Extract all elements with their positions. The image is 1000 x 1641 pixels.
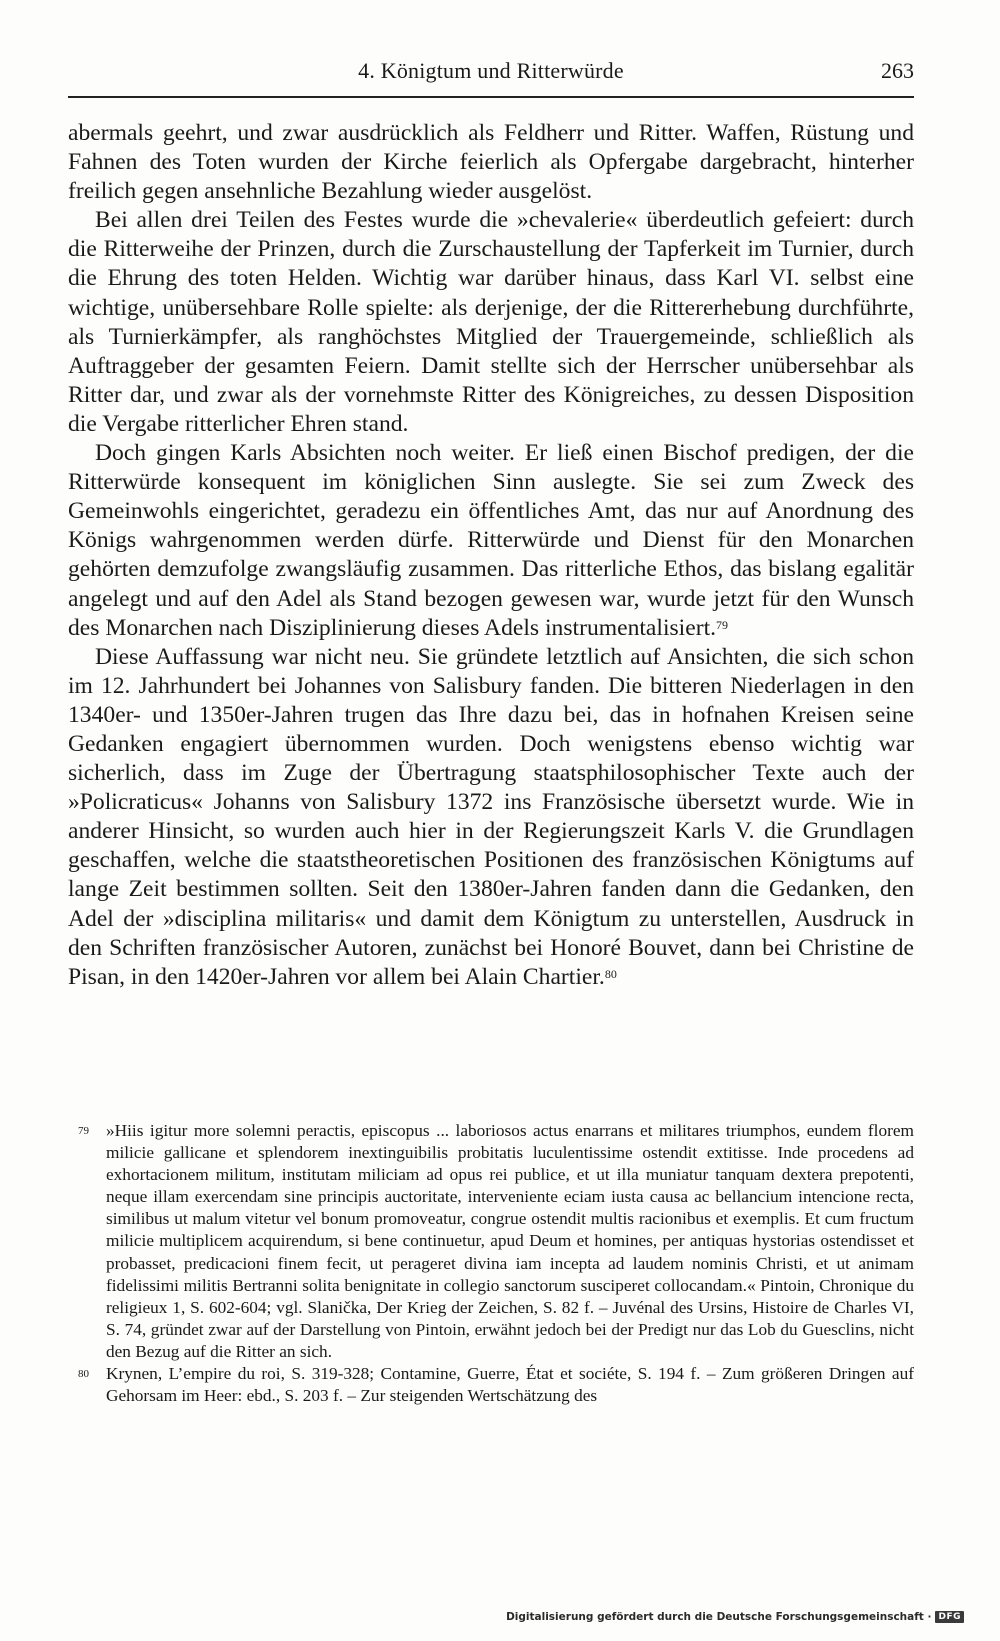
footnote (68, 1120, 914, 1363)
footnotes (68, 1120, 914, 1407)
footnote-reference[interactable]: 79 (716, 617, 729, 632)
footnote-text: »Hiis igitur more solemni peractis, episcopus ... laboriosos actus enarrans et militares triumphos, eundem florem milicie gallicane et splendorem inextinguibilis probitatis luculentissime ostendit extitisse. Inde procedens ad exhortacionem militum, institutam miliciam ad opus rei publice, et ut illa muniatur tanquam dextera prepotenti, neque illam exercendam sine principis auctoritate, interveniente eciam iusta causa ac bellancium intencione recta, similibus ut malum vitetur vel bonum promoveatur, congrue ostendit multis racionibus et exemplis. Et cum fructum milicie multiplicem acquirendum, si bene continuetur, apud Deum et homines, per antiquas hystorias ostendisset et probasset, predicacioni finem fecit, ut perageret divina iam incepta ad laudem nominis Christi, et ut animam fidelissimi militis Bertranni solita benignitate in collegio sanctorum susciperet collocandam.« Pintoin, Chronique du religieux 1, S. 602-604; vgl. Slanička, Der Krieg der Zeichen, S. 82 f. – Juvénal des Ursins, Histoire de Charles VI, S. 74, gründet zwar auf der Darstellung von Pintoin, erwähnt jedoch bei der Predigt nur das Lob du Guesclins, nicht den Bezug auf die Ritter an sich. (106, 1121, 914, 1361)
paragraph: Bei allen drei Teilen des Festes wurde die »chevalerie« überdeutlich gefeiert: durch die Ritterweihe der Prinzen, durch die Zurschaustellung der Tapferkeit im Turnier, durch die Ehrung des toten Helden. Wichtig war darüber hinaus, dass Karl VI. selbst eine wichtige, unübersehbare Rolle spielte: als derjenige, der die Rittererhebung durchführte, als Turnierkämpfer, als ranghöchstes Mitglied der Trauergemeinde, schließlich als Auftraggeber der gesamten Feiern. Damit stellte sich der Herrscher unübersehbar als Ritter dar, und zwar als der vornehmste Ritter des Königreiches, zu dessen Disposition die Vergabe ritterlicher Ehren stand. (68, 207, 914, 437)
paragraph: Diese Auffassung war nicht neu. Sie gründete letztlich auf Ansichten, die sich schon im 12. Jahrhundert bei Johannes von Salisbury fanden. Die bitteren Niederlagen in den 1340er- und 1350er-Jahren trugen das Ihre dazu bei, das in hofnahen Kreisen seine Gedanken engagiert übernommen wurden. Doch wenigstens ebenso wichtig war sicherlich, dass im Zuge der Übertragung staatsphilosophischer Texte auch der »Policraticus« Johanns von Salisbury 1372 ins Französische übersetzt wurde. Wie in anderer Hinsicht, so wurden auch hier in der Regierungszeit Karls V. die Grundlagen geschaffen, welche die staatstheoretischen Positionen des französischen Königtums auf lange Zeit bestimmen sollten. Seit den 1380er-Jahren fanden dann die Gedanken, den Adel der »disciplina militaris« und damit dem Königtum zu unterstellen, Ausdruck in den Schriften französischer Autoren, zunächst bei Honoré Bouvet, dann bei Christine de Pisan, in den 1420er-Jahren vor allem bei Alain Chartier.$^{80}$ (68, 643, 914, 990)
footnote-number: 79 (78, 1125, 89, 1137)
main-text (68, 119, 914, 992)
credit-text: Digitalisierung gefördert durch die Deutsche Forschungsgemeinschaft · (506, 1611, 932, 1623)
page-number: 263 (881, 58, 914, 83)
digitization-credit (506, 1611, 964, 1623)
paragraph: abermals geehrt, und zwar ausdrücklich als Feldherr und Ritter. Waffen, Rüstung und Fahnen des Toten wurden der Kirche feierlich als Opfergabe dargebracht, hinterher freilich gegen ansehnliche Bezahlung wieder ausgelöst. (68, 120, 914, 205)
footnote-text: Krynen, L’empire du roi, S. 319-328; Contamine, Guerre, État et sociéte, S. 194 f. – Zum größeren Dringen auf Gehorsam im Heer: ebd., S. 203 f. – Zur steigenden Wertschätzung des (106, 1364, 914, 1406)
footnote (68, 1363, 914, 1407)
page-header (68, 52, 914, 98)
paragraph: Doch gingen Karls Absichten noch weiter. Er ließ einen Bischof predigen, der die Ritterwürde konsequent im königlichen Sinn auslegte. Sie sei zum Zweck des Gemeinwohls eingerichtet, geradezu ein öffentliches Amt, das nur auf Anordnung des Königs wahrgenommen werden dürfe. Ritterwürde und Dienst für den Monarchen gehörten demzufolge zwangsläufig zusammen. Das ritterliche Ethos, das bislang egalitär angelegt und auf den Adel als Stand bezogen gewesen war, wurde jetzt für den Wunsch des Monarchen nach Disziplinierung dieses Adels instrumentalisiert.$^{79}$ (68, 440, 914, 641)
footnote-number: 80 (78, 1368, 89, 1381)
footnote-reference[interactable]: 80 (604, 966, 617, 981)
dfg-logo: DFG (935, 1611, 964, 1623)
running-head: 4. Königtum und Ritterwürde (358, 58, 624, 83)
